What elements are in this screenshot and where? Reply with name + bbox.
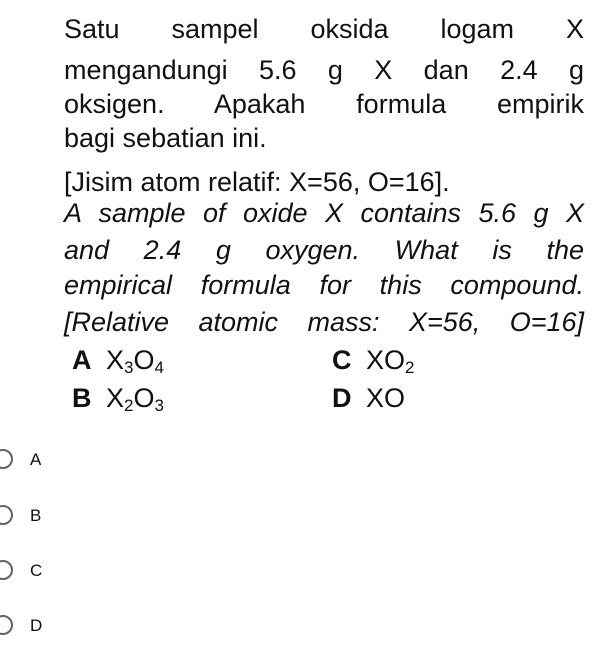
choice-label: A (30, 450, 42, 469)
choice-a[interactable] (0, 445, 200, 475)
option-d: D XO (332, 383, 406, 413)
question-line: Satu sampel oksida logam X (64, 14, 584, 44)
radio-button[interactable] (0, 505, 13, 525)
choice-label: D (30, 616, 43, 635)
choice-d[interactable] (0, 611, 200, 641)
choice-b[interactable] (0, 501, 200, 531)
option-b: B $X_2O_3$ (72, 383, 164, 415)
option-a: A $X_3O_4$ (72, 345, 164, 377)
question-line-english: and 2.4 g oxygen. What is the (64, 235, 584, 265)
option-c: C $XO_2$ (332, 345, 415, 377)
question-line: bagi sebatian ini. (64, 123, 267, 153)
question-line: oksigen. Apakah formula empirik (64, 89, 584, 119)
question-line-english: empirical formula for this compound. (64, 270, 584, 300)
choice-c[interactable] (0, 556, 200, 586)
question-line: mengandungi 5.6 g X dan 2.4 g (64, 55, 584, 85)
question-line: [Jisim atom relatif: X=56, O=16]. (64, 167, 450, 197)
question-line-english: A sample of oxide X contains 5.6 g X (64, 198, 584, 228)
choice-label: B (30, 506, 42, 525)
choice-label: C (30, 561, 43, 580)
radio-button[interactable] (0, 615, 13, 635)
radio-button[interactable] (0, 560, 13, 580)
radio-button[interactable] (0, 449, 13, 469)
question-line-english: [Relative atomic mass: X=56, O=16] (64, 307, 584, 337)
